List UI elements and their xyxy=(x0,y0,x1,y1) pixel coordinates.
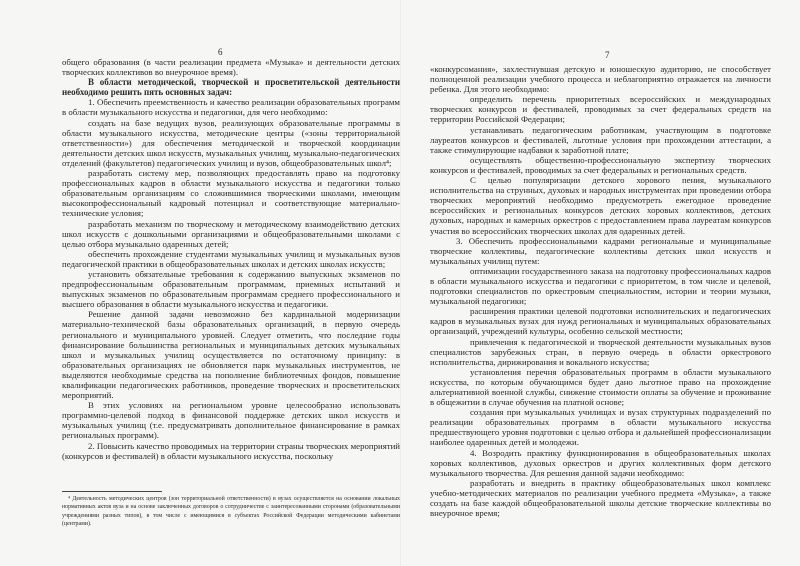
paragraph: разработать систему мер, позволяющих предоставлять право на подготовку профессиональных кадров в области музыкального искусства и педагогики только образовательным организациям со сложившимися творческими школами, имеющим высокопрофессиональный кадровый потенциал и соответствующие материально-технические условия; xyxy=(62,168,400,219)
paragraph: С целью популяризации детского хорового пения, музыкального исполнительства на струнных, духовых и народных инструментах при проведении отбора творческих мероприятий необходимо предусмотреть ежегодное проведение всероссийских и региональных конкурсов детских хоровых коллективов, детских духовых, народных и камерных оркестров с предоставлением права лауреатам конкурсов участия во всероссийских творческих школах для одаренных детей. xyxy=(430,175,771,236)
paragraph: оптимизации государственного заказа на подготовку профессиональных кадров в области музыкального искусства и педагогики с приоритетом, в том числе и целевой, подготовки специалистов по оркестровым специальностям, истории и теории музыки, музыкальной педагогики; xyxy=(430,265,771,307)
paragraph: осуществлять общественно-профессиональную экспертизу творческих конкурсов и фестивалей, проводимых за счет федеральных и региональных средств. xyxy=(430,154,771,175)
paragraph: создания при музыкальных училищах и вузах структурных подразделений по реализации образовательных программ в области музыкального искусства предшествующего уровня подготовки с целью отбора и дальнейшей профессионализации наиболее одаренных детей и молодежи. xyxy=(430,407,771,448)
paragraph: определить перечень приоритетных всероссийских и международных творческих конкурсов и фестивалей, проводимых за счет федеральных средств на территории Российской Федерации; xyxy=(430,94,771,125)
paragraph: 3. Обеспечить профессиональными кадрами региональные и муниципальные творческие коллективы, педагогические коллективы детских школ искусств и музыкальных училищ путем: xyxy=(430,235,771,266)
paragraph: общего образования (в части реализации предмета «Музыка» и деятельности детских творческих коллективов во внеурочное время). xyxy=(62,57,400,78)
paragraph: 2. Повысить качество проводимых на территории страны творческих мероприятий (конкурсов и фестивалей) в области музыкального искусства, поскольку xyxy=(62,440,400,461)
paragraph: 4. Возродить практику функционирования в общеобразовательных школах хоровых коллективов, духовых оркестров и других коллективных форм детского музыкального творчества. Для решения данной задачи необходимо: xyxy=(430,447,771,478)
right-page-body xyxy=(430,64,771,518)
paragraph: «конкурсомания», захлестнувшая детскую и юношескую аудиторию, не способствует полноценной реализации учебного процесса и неблагоприятно отражается на личности ребенка. Для этого необходимо: xyxy=(430,64,771,95)
paragraph: расширения практики целевой подготовки исполнительских и педагогических кадров в музыкальных вузах для нужд региональных и муниципальных образовательных организаций, учреждений культуры, особенно сельской местности; xyxy=(430,306,771,337)
paragraph: 1. Обеспечить преемственность и качество реализации образовательных программ в области музыкального искусства и педагогики, для чего необходимо: xyxy=(62,97,400,118)
paragraph: установления перечня образовательных программ в области музыкального искусства, по которым обучающимся будет дано льготное право на прохождение альтернативной военной службы, снижение стоимости оплаты за обучение и проживание в общежитии в случае обучения на платной основе; xyxy=(430,366,771,408)
left-page-body xyxy=(62,57,400,461)
paragraph: устанавливать педагогическим работникам, участвующим в подготовке лауреатов конкурсов и фестивалей, льготные условия при прохождении аттестации, а также стимулирующие надбавки к заработной плате; xyxy=(430,124,771,155)
page-number-right: 7 xyxy=(605,50,610,60)
paragraph: создать на базе ведущих вузов, реализующих образовательные программы в области музыкального искусства, методические центры («зоны территориальной ответственности») для обеспечения методической и творческой координации деятельности детских школ искусств, музыкальных училищ, музыкально-педагогических отделений (факультетов) педагогических училищ и вузов, общеобразовательных школ⁴; xyxy=(62,117,400,168)
paragraph: обеспечить прохождение студентами музыкальных училищ и музыкальных вузов педагогической практики в общеобразовательных школах и детских школах искусств; xyxy=(62,248,400,269)
paragraph: разработать и внедрить в практику общеобразовательных школ комплекс учебно-методических материалов по реализации учебного предмета «Музыка», а также создать на базе каждой общеобразовательной школы детские творческие коллективы во внеурочное время; xyxy=(430,477,771,519)
section-heading: В области методической, творческой и просветительской деятельности необходимо решить пять основных задач: xyxy=(62,77,400,98)
paragraph: Решение данной задачи невозможно без кардинальной модернизации материально-технической базы образовательных организаций, в первую очередь регионального и муниципального уровней. Следует отметить, что последние годы финансирование большинства региональных и муниципальных детских музыкальных школ и музыкальных училищ осуществляется по остаточному принципу: в образовательных организациях не обновляется парк музыкальных инструментов, не выделяются необходимые средства на пополнение библиотечных фондов, повышение квалификации педагогических работников, проведение творческих и просветительских мероприятий. xyxy=(62,309,400,401)
paragraph: В этих условиях на региональном уровне целесообразно использовать программно-целевой подход в финансовой поддержке детских школ искусств и музыкальных училищ (т.е. предусматривать дополнительное финансирование в рамках региональных программ). xyxy=(62,400,400,441)
page-number-left: 6 xyxy=(218,47,223,57)
paragraph: привлечения к педагогической и творческой деятельности музыкальных вузов специалистов зарубежных стран, в первую очередь в области оркестрового исполнительства, дирижирования и вокального искусства; xyxy=(430,336,771,367)
footnote-divider xyxy=(62,491,162,492)
paragraph: разработать механизм по творческому и методическому взаимодействию детских школ искусств с дошкольными организациями и общеобразовательными школами с целью отбора музыкально одаренных детей; xyxy=(62,218,400,249)
page-gutter xyxy=(400,0,401,566)
footnote: ⁴ Деятельность методических центров (зон территориальной ответственности) в вузах осуществляется на основании локальных нормативных актов вуза и на основе заключенных договоров о сотрудничестве с заинтересованными сторонами (образовательными учреждениями разных типов), в том числе с имеющимися в субъектах Российской Федерации методическими кабинетами (центрами). xyxy=(62,496,400,527)
paragraph: установить обязательные требования к содержанию выпускных экзаменов по предпрофессиональным образовательным программам, приемных испытаний и выпускных экзаменов по образовательным программам среднего профессионального и высшего образования в области музыкального искусства и педагогики. xyxy=(62,268,400,310)
